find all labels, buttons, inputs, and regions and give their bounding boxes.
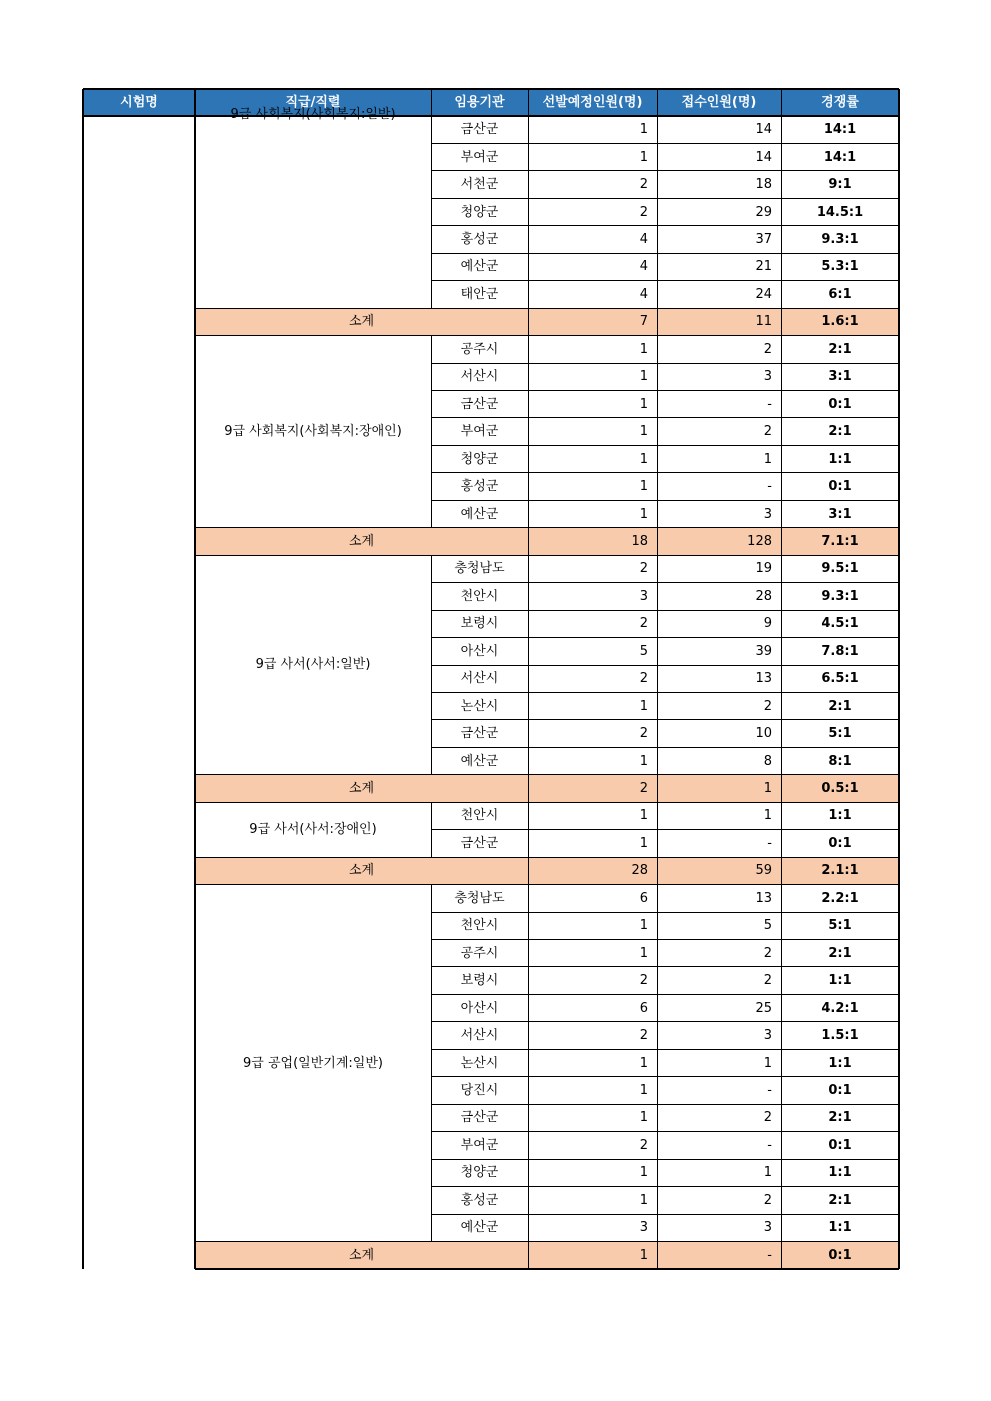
planned-cell: 2 — [639, 671, 648, 687]
subtotal-planned: 1 — [528, 1241, 657, 1268]
class-label: 9급 공업(일반기계:일반) — [243, 1055, 383, 1071]
ratio-cell: 9.5:1 — [821, 561, 859, 577]
ratio-cell: 1:1 — [828, 1165, 852, 1181]
header-applicants: 접수인원(명) — [657, 89, 781, 116]
agency-cell: 홍성군 — [460, 479, 499, 495]
applicants-cell: 1 — [763, 1165, 772, 1181]
agency-cell: 천안시 — [460, 808, 499, 824]
applicants-cell: - — [767, 835, 772, 851]
grid-line — [781, 89, 782, 116]
grid-line — [528, 802, 529, 884]
planned-cell: 2 — [639, 1137, 648, 1153]
ratio-cell: 1:1 — [828, 1055, 852, 1071]
planned-cell: 1 — [639, 1110, 648, 1126]
planned-cell: 2 — [639, 1028, 648, 1044]
planned-cell: 2 — [639, 616, 648, 632]
subtotal-ratio: 0.5:1 — [781, 775, 899, 802]
planned-cell: 4 — [639, 232, 648, 248]
planned-cell: 4 — [639, 259, 648, 275]
agency-cell: 부여군 — [460, 1137, 499, 1153]
subtotal-planned: 28 — [528, 857, 657, 884]
class-label: 9급 사회복지(사회복지:장애인) — [224, 424, 402, 440]
ratio-cell: 8:1 — [828, 753, 852, 769]
applicants-cell: 8 — [763, 753, 772, 769]
applicants-cell: 10 — [755, 726, 772, 742]
ratio-cell: 2.2:1 — [821, 890, 859, 906]
subtotal-applicants: 128 — [657, 528, 781, 555]
planned-cell: 2 — [639, 973, 648, 989]
subtotal-label: 소계 — [195, 528, 528, 555]
applicants-cell: 3 — [763, 369, 772, 385]
header-class: 직급/직렬 — [195, 89, 431, 116]
agency-cell: 공주시 — [460, 945, 499, 961]
ratio-cell: 9:1 — [828, 177, 852, 193]
agency-cell: 논산시 — [460, 698, 499, 714]
applicants-cell: 21 — [755, 259, 772, 275]
subtotal-planned: 18 — [528, 528, 657, 555]
agency-cell: 예산군 — [460, 1220, 499, 1236]
grid-line — [195, 857, 899, 858]
agency-cell: 청양군 — [460, 204, 499, 220]
grid-line — [781, 336, 782, 556]
planned-cell: 2 — [639, 204, 648, 220]
grid-line — [657, 116, 658, 336]
planned-cell: 1 — [639, 369, 648, 385]
applicants-cell: 3 — [763, 506, 772, 522]
agency-cell: 서산시 — [460, 369, 499, 385]
planned-cell: 2 — [639, 177, 648, 193]
grid-line — [781, 885, 782, 1269]
class-label: 9급 사서(사서:일반) — [255, 657, 371, 673]
header-agency: 임용기관 — [431, 89, 528, 116]
applicants-cell: 2 — [763, 341, 772, 357]
ratio-cell: 2:1 — [828, 1192, 852, 1208]
subtotal-label: 소계 — [195, 308, 528, 335]
ratio-cell: 1:1 — [828, 973, 852, 989]
applicants-cell: 28 — [755, 588, 772, 604]
planned-cell: 3 — [639, 1220, 648, 1236]
planned-cell: 1 — [639, 698, 648, 714]
planned-cell: 4 — [639, 286, 648, 302]
grid-line — [898, 89, 900, 1269]
header-ratio: 경쟁률 — [781, 89, 899, 116]
agency-cell: 금산군 — [460, 122, 499, 138]
ratio-cell: 2:1 — [828, 945, 852, 961]
ratio-cell: 0:1 — [828, 396, 852, 412]
ratio-cell: 2:1 — [828, 341, 852, 357]
agency-cell: 보령시 — [460, 616, 499, 632]
ratio-cell: 1:1 — [828, 808, 852, 824]
ratio-cell: 4.2:1 — [821, 1000, 859, 1016]
agency-cell: 공주시 — [460, 341, 499, 357]
grid-line — [431, 802, 432, 857]
ratio-cell: 9.3:1 — [821, 588, 859, 604]
applicants-cell: 2 — [763, 698, 772, 714]
planned-cell: 6 — [639, 890, 648, 906]
grid-line — [528, 336, 529, 556]
grid-line — [431, 555, 432, 775]
applicants-cell: 2 — [763, 1192, 772, 1208]
applicants-cell: 19 — [755, 561, 772, 577]
subtotal-applicants: - — [657, 1241, 781, 1268]
applicants-cell: 2 — [763, 973, 772, 989]
agency-cell: 서산시 — [460, 1028, 499, 1044]
applicants-cell: 2 — [763, 945, 772, 961]
grid-line — [431, 89, 432, 116]
grid-line — [657, 885, 658, 1269]
planned-cell: 1 — [639, 479, 648, 495]
subtotal-planned: 7 — [528, 308, 657, 335]
agency-cell: 서천군 — [460, 177, 499, 193]
agency-cell: 보령시 — [460, 973, 499, 989]
planned-cell: 1 — [639, 506, 648, 522]
grid-line — [528, 885, 529, 1269]
planned-cell: 1 — [639, 424, 648, 440]
grid-line — [781, 555, 782, 802]
planned-cell: 1 — [639, 451, 648, 467]
planned-cell: 3 — [639, 588, 648, 604]
grid-line — [195, 1268, 899, 1270]
applicants-cell: 18 — [755, 177, 772, 193]
agency-cell: 서산시 — [460, 671, 499, 687]
ratio-cell: 0:1 — [828, 1082, 852, 1098]
applicants-cell: 13 — [755, 890, 772, 906]
ratio-cell: 14.5:1 — [816, 204, 864, 220]
subtotal-planned: 2 — [528, 775, 657, 802]
ratio-cell: 3:1 — [828, 506, 852, 522]
agency-cell: 천안시 — [460, 918, 499, 934]
agency-cell: 아산시 — [460, 643, 499, 659]
planned-cell: 1 — [639, 753, 648, 769]
grid-line — [781, 116, 782, 336]
agency-cell: 금산군 — [460, 726, 499, 742]
ratio-cell: 5:1 — [828, 726, 852, 742]
planned-cell: 1 — [639, 396, 648, 412]
ratio-cell: 0:1 — [828, 479, 852, 495]
grid-line — [431, 336, 432, 528]
subtotal-ratio: 1.6:1 — [781, 308, 899, 335]
applicants-cell: 2 — [763, 424, 772, 440]
ratio-cell: 14:1 — [823, 149, 857, 165]
grid-line — [657, 336, 658, 556]
planned-cell: 1 — [639, 808, 648, 824]
grid-line — [431, 116, 432, 308]
applicants-cell: 13 — [755, 671, 772, 687]
grid-line — [781, 802, 782, 884]
agency-cell: 홍성군 — [460, 232, 499, 248]
applicants-cell: 1 — [763, 1055, 772, 1071]
planned-cell: 1 — [639, 1055, 648, 1071]
subtotal-ratio: 7.1:1 — [781, 528, 899, 555]
grid-line — [83, 115, 899, 117]
grid-line — [195, 308, 899, 309]
grid-line — [82, 89, 84, 1269]
agency-cell: 예산군 — [460, 506, 499, 522]
applicants-cell: - — [767, 396, 772, 412]
ratio-cell: 0:1 — [828, 835, 852, 851]
applicants-cell: 14 — [755, 122, 772, 138]
grid-line — [528, 89, 529, 116]
applicants-cell: 24 — [755, 286, 772, 302]
subtotal-label: 소계 — [195, 1241, 528, 1268]
agency-cell: 홍성군 — [460, 1192, 499, 1208]
applicants-cell: - — [767, 1082, 772, 1098]
applicants-cell: 1 — [763, 451, 772, 467]
agency-cell: 충청남도 — [454, 890, 505, 906]
subtotal-label: 소계 — [195, 857, 528, 884]
applicants-cell: 37 — [755, 232, 772, 248]
planned-cell: 2 — [639, 726, 648, 742]
agency-cell: 예산군 — [460, 753, 499, 769]
ratio-cell: 1.5:1 — [821, 1028, 859, 1044]
planned-cell: 6 — [639, 1000, 648, 1016]
applicants-cell: - — [767, 479, 772, 495]
planned-cell: 1 — [639, 1082, 648, 1098]
planned-cell: 2 — [639, 561, 648, 577]
applicants-cell: 14 — [755, 149, 772, 165]
agency-cell: 태안군 — [460, 286, 499, 302]
applicants-cell: 9 — [763, 616, 772, 632]
agency-cell: 예산군 — [460, 259, 499, 275]
agency-cell: 청양군 — [460, 1165, 499, 1181]
ratio-cell: 4.5:1 — [821, 616, 859, 632]
header-planned: 선발예정인원(명) — [528, 89, 657, 116]
applicants-cell: 3 — [763, 1028, 772, 1044]
ratio-cell: 3:1 — [828, 369, 852, 385]
applicants-cell: 3 — [763, 1220, 772, 1236]
ratio-cell: 1:1 — [828, 1220, 852, 1236]
agency-cell: 부여군 — [460, 424, 499, 440]
grid-line — [657, 802, 658, 884]
applicants-cell: 1 — [763, 808, 772, 824]
grid-line — [195, 527, 899, 528]
planned-cell: 1 — [639, 341, 648, 357]
agency-cell: 금산군 — [460, 1110, 499, 1126]
subtotal-label: 소계 — [195, 775, 528, 802]
ratio-cell: 5.3:1 — [821, 259, 859, 275]
grid-line — [195, 774, 899, 775]
ratio-cell: 6:1 — [828, 286, 852, 302]
agency-cell: 금산군 — [460, 835, 499, 851]
grid-line — [528, 116, 529, 336]
planned-cell: 1 — [639, 1192, 648, 1208]
grid-line — [195, 1241, 899, 1242]
planned-cell: 1 — [639, 945, 648, 961]
applicants-cell: 29 — [755, 204, 772, 220]
agency-cell: 논산시 — [460, 1055, 499, 1071]
ratio-cell: 1:1 — [828, 451, 852, 467]
grid-line — [431, 885, 432, 1242]
class-label — [195, 116, 431, 308]
agency-cell: 금산군 — [460, 396, 499, 412]
planned-cell: 1 — [639, 835, 648, 851]
ratio-cell: 0:1 — [828, 1137, 852, 1153]
grid-line — [657, 89, 658, 116]
planned-cell: 5 — [639, 643, 648, 659]
ratio-cell: 2:1 — [828, 698, 852, 714]
subtotal-applicants: 59 — [657, 857, 781, 884]
ratio-cell: 7.8:1 — [821, 643, 859, 659]
agency-cell: 청양군 — [460, 451, 499, 467]
header-exam: 시험명 — [83, 89, 195, 116]
applicants-cell: - — [767, 1137, 772, 1153]
agency-cell: 당진시 — [460, 1082, 499, 1098]
applicants-cell: 5 — [763, 918, 772, 934]
subtotal-applicants: 11 — [657, 308, 781, 335]
subtotal-ratio: 0:1 — [781, 1241, 899, 1268]
applicants-cell: 25 — [755, 1000, 772, 1016]
agency-cell: 충청남도 — [454, 561, 505, 577]
ratio-cell: 9.3:1 — [821, 232, 859, 248]
agency-cell: 부여군 — [460, 149, 499, 165]
subtotal-applicants: 1 — [657, 775, 781, 802]
applicants-cell: 2 — [763, 1110, 772, 1126]
planned-cell: 1 — [639, 918, 648, 934]
planned-cell: 1 — [639, 149, 648, 165]
applicants-cell: 39 — [755, 643, 772, 659]
ratio-cell: 6.5:1 — [821, 671, 859, 687]
subtotal-ratio: 2.1:1 — [781, 857, 899, 884]
class-label: 9급 사서(사서:장애인) — [249, 822, 377, 838]
agency-cell: 천안시 — [460, 588, 499, 604]
ratio-cell: 14:1 — [823, 122, 857, 138]
planned-cell: 1 — [639, 1165, 648, 1181]
agency-cell: 아산시 — [460, 1000, 499, 1016]
ratio-cell: 2:1 — [828, 424, 852, 440]
ratio-cell: 5:1 — [828, 918, 852, 934]
ratio-cell: 2:1 — [828, 1110, 852, 1126]
grid-line — [528, 555, 529, 802]
grid-line — [194, 89, 195, 1269]
planned-cell: 1 — [639, 122, 648, 138]
grid-line — [83, 88, 899, 90]
grid-line — [657, 555, 658, 802]
